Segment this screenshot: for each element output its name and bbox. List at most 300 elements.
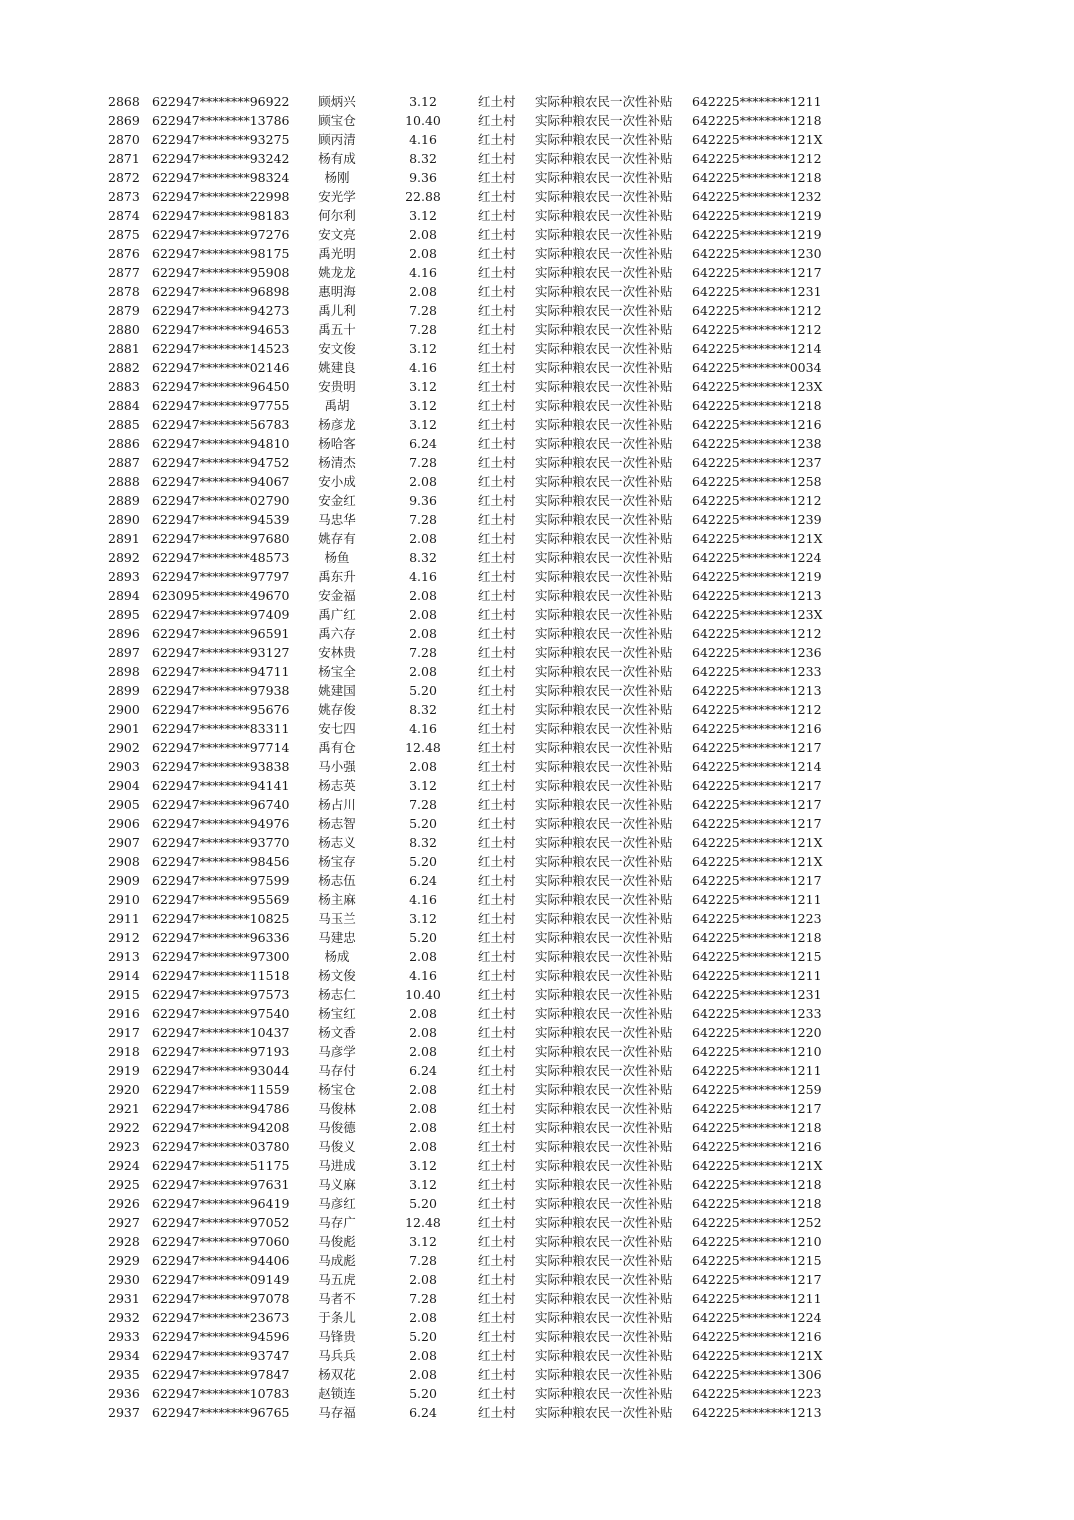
row-number: 2868 (108, 94, 140, 109)
row-number: 2880 (108, 322, 140, 337)
account-number: 622947********97680 (152, 531, 290, 546)
account-number: 622947********98175 (152, 246, 290, 261)
farmer-name: 安文亮 (318, 227, 356, 242)
account-number: 622947********94067 (152, 474, 290, 489)
village: 红土村 (478, 303, 516, 318)
village: 红土村 (478, 322, 516, 337)
village: 红土村 (478, 588, 516, 603)
account-number: 622947********56783 (152, 417, 290, 432)
id-number: 642225********1212 (692, 151, 822, 166)
table-row (0, 111, 1074, 130)
row-number: 2925 (108, 1177, 140, 1192)
subsidy-type: 实际种粮农民一次性补贴 (535, 854, 673, 869)
village: 红土村 (478, 1234, 516, 1249)
id-number: 642225********1218 (692, 398, 822, 413)
village: 红土村 (478, 1177, 516, 1192)
farmer-name: 杨刚 (324, 170, 350, 185)
subsidy-amount: 3.12 (409, 911, 437, 926)
row-number: 2930 (108, 1272, 140, 1287)
account-number: 622947********94786 (152, 1101, 290, 1116)
account-number: 622947********95908 (152, 265, 290, 280)
row-number: 2881 (108, 341, 140, 356)
row-number: 2937 (108, 1405, 140, 1420)
subsidy-type: 实际种粮农民一次性补贴 (535, 550, 673, 565)
account-number: 622947********94406 (152, 1253, 290, 1268)
subsidy-type: 实际种粮农民一次性补贴 (535, 664, 673, 679)
village: 红土村 (478, 778, 516, 793)
subsidy-type: 实际种粮农民一次性补贴 (535, 512, 673, 527)
row-number: 2920 (108, 1082, 140, 1097)
row-number: 2886 (108, 436, 140, 451)
row-number: 2931 (108, 1291, 140, 1306)
table-row (0, 92, 1074, 111)
farmer-name: 姚存有 (318, 531, 356, 546)
farmer-name: 马建忠 (318, 930, 356, 945)
subsidy-amount: 7.28 (409, 1291, 437, 1306)
row-number: 2874 (108, 208, 140, 223)
id-number: 642225********0034 (692, 360, 822, 375)
row-number: 2892 (108, 550, 140, 565)
account-number: 622947********96765 (152, 1405, 290, 1420)
village: 红土村 (478, 1272, 516, 1287)
account-number: 622947********97714 (152, 740, 290, 755)
row-number: 2888 (108, 474, 140, 489)
table-row (0, 605, 1074, 624)
id-number: 642225********1213 (692, 588, 822, 603)
farmer-name: 马成彪 (318, 1253, 356, 1268)
subsidy-type: 实际种粮农民一次性补贴 (535, 493, 673, 508)
farmer-name: 禹广红 (318, 607, 356, 622)
row-number: 2890 (108, 512, 140, 527)
id-number: 642225********1258 (692, 474, 822, 489)
subsidy-amount: 3.12 (409, 1158, 437, 1173)
account-number: 622947********10783 (152, 1386, 290, 1401)
subsidy-amount: 7.28 (409, 797, 437, 812)
table-row (0, 662, 1074, 681)
subsidy-type: 实际种粮农民一次性补贴 (535, 284, 673, 299)
subsidy-amount: 3.12 (409, 208, 437, 223)
id-number: 642225********1217 (692, 265, 822, 280)
table-row (0, 1004, 1074, 1023)
account-number: 622947********97193 (152, 1044, 290, 1059)
subsidy-amount: 6.24 (409, 1063, 437, 1078)
subsidy-type: 实际种粮农民一次性补贴 (535, 968, 673, 983)
farmer-name: 马俊德 (318, 1120, 356, 1135)
table-row (0, 909, 1074, 928)
village: 红土村 (478, 949, 516, 964)
subsidy-type: 实际种粮农民一次性补贴 (535, 683, 673, 698)
subsidy-amount: 4.16 (409, 360, 437, 375)
village: 红土村 (478, 569, 516, 584)
subsidy-amount: 2.08 (409, 1272, 437, 1287)
village: 红土村 (478, 284, 516, 299)
subsidy-amount: 7.28 (409, 322, 437, 337)
account-number: 622947********96336 (152, 930, 290, 945)
village: 红土村 (478, 379, 516, 394)
village: 红土村 (478, 645, 516, 660)
row-number: 2869 (108, 113, 140, 128)
row-number: 2884 (108, 398, 140, 413)
account-number: 622947********96740 (152, 797, 290, 812)
account-number: 622947********94752 (152, 455, 290, 470)
id-number: 642225********1213 (692, 1405, 822, 1420)
account-number: 622947********02146 (152, 360, 290, 375)
farmer-name: 杨双花 (318, 1367, 356, 1382)
subsidy-amount: 3.12 (409, 379, 437, 394)
village: 红土村 (478, 1196, 516, 1211)
id-number: 642225********1213 (692, 683, 822, 698)
subsidy-amount: 2.08 (409, 531, 437, 546)
table-row (0, 871, 1074, 890)
farmer-name: 安林贵 (318, 645, 356, 660)
village: 红土村 (478, 759, 516, 774)
id-number: 642225********1217 (692, 778, 822, 793)
account-number: 622947********02790 (152, 493, 290, 508)
table-row (0, 1137, 1074, 1156)
table-row (0, 1118, 1074, 1137)
account-number: 622947********94653 (152, 322, 290, 337)
row-number: 2911 (108, 911, 140, 926)
village: 红土村 (478, 208, 516, 223)
id-number: 642225********1233 (692, 664, 822, 679)
village: 红土村 (478, 246, 516, 261)
farmer-name: 姚建良 (318, 360, 356, 375)
farmer-name: 马俊彪 (318, 1234, 356, 1249)
account-number: 622947********97300 (152, 949, 290, 964)
farmer-name: 杨鱼 (324, 550, 350, 565)
id-number: 642225********1218 (692, 170, 822, 185)
table-row (0, 776, 1074, 795)
subsidy-amount: 2.08 (409, 1101, 437, 1116)
account-number: 622947********97540 (152, 1006, 290, 1021)
id-number: 642225********1218 (692, 1177, 822, 1192)
id-number: 642225********1224 (692, 1310, 822, 1325)
table-row (0, 453, 1074, 472)
farmer-name: 马者不 (318, 1291, 356, 1306)
subsidy-type: 实际种粮农民一次性补贴 (535, 873, 673, 888)
farmer-name: 禹六存 (318, 626, 356, 641)
subsidy-type: 实际种粮农民一次性补贴 (535, 322, 673, 337)
row-number: 2889 (108, 493, 140, 508)
id-number: 642225********1224 (692, 550, 822, 565)
id-number: 642225********1215 (692, 949, 822, 964)
subsidy-type: 实际种粮农民一次性补贴 (535, 151, 673, 166)
table-row (0, 814, 1074, 833)
village: 红土村 (478, 740, 516, 755)
id-number: 642225********1218 (692, 930, 822, 945)
account-number: 622947********95569 (152, 892, 290, 907)
subsidy-type: 实际种粮农民一次性补贴 (535, 1006, 673, 1021)
subsidy-amount: 5.20 (409, 816, 437, 831)
subsidy-type: 实际种粮农民一次性补贴 (535, 1291, 673, 1306)
account-number: 622947********97631 (152, 1177, 290, 1192)
subsidy-amount: 8.32 (409, 151, 437, 166)
id-number: 642225********1217 (692, 1272, 822, 1287)
subsidy-amount: 2.08 (409, 588, 437, 603)
account-number: 623095********49670 (152, 588, 290, 603)
table-row (0, 833, 1074, 852)
village: 红土村 (478, 436, 516, 451)
table-row (0, 472, 1074, 491)
village: 红土村 (478, 493, 516, 508)
farmer-name: 赵锁连 (318, 1386, 356, 1401)
village: 红土村 (478, 1006, 516, 1021)
subsidy-amount: 10.40 (405, 113, 441, 128)
village: 红土村 (478, 987, 516, 1002)
account-number: 622947********93275 (152, 132, 290, 147)
farmer-name: 马忠华 (318, 512, 356, 527)
village: 红土村 (478, 1082, 516, 1097)
farmer-name: 禹光明 (318, 246, 356, 261)
subsidy-type: 实际种粮农民一次性补贴 (535, 1044, 673, 1059)
farmer-name: 杨有成 (318, 151, 356, 166)
row-number: 2914 (108, 968, 140, 983)
farmer-name: 马锋贵 (318, 1329, 356, 1344)
account-number: 622947********97276 (152, 227, 290, 242)
row-number: 2906 (108, 816, 140, 831)
farmer-name: 杨清杰 (318, 455, 356, 470)
account-number: 622947********97599 (152, 873, 290, 888)
account-number: 622947********94208 (152, 1120, 290, 1135)
subsidy-amount: 4.16 (409, 892, 437, 907)
table-row (0, 1042, 1074, 1061)
id-number: 642225********1211 (692, 1063, 822, 1078)
subsidy-amount: 3.12 (409, 94, 437, 109)
farmer-name: 何尔利 (318, 208, 356, 223)
id-number: 642225********123X (692, 379, 823, 394)
table-row (0, 681, 1074, 700)
subsidy-type: 实际种粮农民一次性补贴 (535, 1272, 673, 1287)
table-row (0, 1232, 1074, 1251)
account-number: 622947********97938 (152, 683, 290, 698)
village: 红土村 (478, 1386, 516, 1401)
subsidy-amount: 2.08 (409, 284, 437, 299)
account-number: 622947********93770 (152, 835, 290, 850)
table-row (0, 719, 1074, 738)
farmer-name: 安金福 (318, 588, 356, 603)
subsidy-type: 实际种粮农民一次性补贴 (535, 1386, 673, 1401)
account-number: 622947********96591 (152, 626, 290, 641)
village: 红土村 (478, 721, 516, 736)
id-number: 642225********1223 (692, 1386, 822, 1401)
village: 红土村 (478, 1405, 516, 1420)
row-number: 2903 (108, 759, 140, 774)
table-row (0, 928, 1074, 947)
id-number: 642225********1306 (692, 1367, 822, 1382)
row-number: 2900 (108, 702, 140, 717)
subsidy-type: 实际种粮农民一次性补贴 (535, 474, 673, 489)
subsidy-amount: 7.28 (409, 303, 437, 318)
village: 红土村 (478, 835, 516, 850)
table-row (0, 1403, 1074, 1422)
row-number: 2933 (108, 1329, 140, 1344)
subsidy-amount: 2.08 (409, 1044, 437, 1059)
subsidy-type: 实际种粮农民一次性补贴 (535, 208, 673, 223)
table-row (0, 377, 1074, 396)
farmer-name: 马俊林 (318, 1101, 356, 1116)
table-row (0, 282, 1074, 301)
row-number: 2924 (108, 1158, 140, 1173)
subsidy-type: 实际种粮农民一次性补贴 (535, 246, 673, 261)
id-number: 642225********1220 (692, 1025, 822, 1040)
village: 红土村 (478, 474, 516, 489)
village: 红土村 (478, 1101, 516, 1116)
row-number: 2872 (108, 170, 140, 185)
subsidy-type: 实际种粮农民一次性补贴 (535, 797, 673, 812)
id-number: 642225********1215 (692, 1253, 822, 1268)
row-number: 2907 (108, 835, 140, 850)
farmer-name: 杨志伍 (318, 873, 356, 888)
account-number: 622947********03780 (152, 1139, 290, 1154)
row-number: 2873 (108, 189, 140, 204)
table-row (0, 1289, 1074, 1308)
account-number: 622947********94141 (152, 778, 290, 793)
account-number: 622947********94596 (152, 1329, 290, 1344)
table-row (0, 434, 1074, 453)
row-number: 2894 (108, 588, 140, 603)
id-number: 642225********1212 (692, 702, 822, 717)
subsidy-amount: 2.08 (409, 1082, 437, 1097)
farmer-name: 禹东升 (318, 569, 356, 584)
village: 红土村 (478, 94, 516, 109)
farmer-name: 马进成 (318, 1158, 356, 1173)
farmer-name: 姚存俊 (318, 702, 356, 717)
account-number: 622947********96419 (152, 1196, 290, 1211)
village: 红土村 (478, 341, 516, 356)
id-number: 642225********1219 (692, 227, 822, 242)
subsidy-type: 实际种粮农民一次性补贴 (535, 341, 673, 356)
subsidy-type: 实际种粮农民一次性补贴 (535, 1177, 673, 1192)
subsidy-type: 实际种粮农民一次性补贴 (535, 170, 673, 185)
row-number: 2910 (108, 892, 140, 907)
account-number: 622947********97847 (152, 1367, 290, 1382)
farmer-name: 杨志仁 (318, 987, 356, 1002)
id-number: 642225********1212 (692, 626, 822, 641)
account-number: 622947********97755 (152, 398, 290, 413)
subsidy-amount: 4.16 (409, 968, 437, 983)
subsidy-type: 实际种粮农民一次性补贴 (535, 379, 673, 394)
id-number: 642225********121X (692, 132, 823, 147)
table-row (0, 1327, 1074, 1346)
village: 红土村 (478, 265, 516, 280)
account-number: 622947********98324 (152, 170, 290, 185)
account-number: 622947********98456 (152, 854, 290, 869)
village: 红土村 (478, 151, 516, 166)
row-number: 2887 (108, 455, 140, 470)
account-number: 622947********93747 (152, 1348, 290, 1363)
subsidy-amount: 9.36 (409, 493, 437, 508)
subsidy-amount: 4.16 (409, 721, 437, 736)
subsidy-amount: 6.24 (409, 873, 437, 888)
account-number: 622947********10437 (152, 1025, 290, 1040)
subsidy-type: 实际种粮农民一次性补贴 (535, 1082, 673, 1097)
account-number: 622947********97573 (152, 987, 290, 1002)
farmer-name: 安光学 (318, 189, 356, 204)
row-number: 2917 (108, 1025, 140, 1040)
account-number: 622947********09149 (152, 1272, 290, 1287)
account-number: 622947********93127 (152, 645, 290, 660)
subsidy-amount: 2.08 (409, 1139, 437, 1154)
account-number: 622947********22998 (152, 189, 290, 204)
account-number: 622947********10825 (152, 911, 290, 926)
id-number: 642225********1211 (692, 968, 822, 983)
account-number: 622947********94810 (152, 436, 290, 451)
village: 红土村 (478, 550, 516, 565)
farmer-name: 姚龙龙 (318, 265, 356, 280)
subsidy-amount: 2.08 (409, 474, 437, 489)
row-number: 2927 (108, 1215, 140, 1230)
farmer-name: 安贵明 (318, 379, 356, 394)
row-number: 2918 (108, 1044, 140, 1059)
village: 红土村 (478, 531, 516, 546)
farmer-name: 杨主麻 (318, 892, 356, 907)
subsidy-amount: 3.12 (409, 1177, 437, 1192)
row-number: 2897 (108, 645, 140, 660)
farmer-name: 禹胡 (324, 398, 350, 413)
farmer-name: 顾宝仓 (318, 113, 356, 128)
subsidy-type: 实际种粮农民一次性补贴 (535, 911, 673, 926)
table-row (0, 396, 1074, 415)
table-row (0, 1099, 1074, 1118)
table-row (0, 339, 1074, 358)
village: 红土村 (478, 417, 516, 432)
farmer-name: 顾丙清 (318, 132, 356, 147)
row-number: 2909 (108, 873, 140, 888)
subsidy-amount: 22.88 (405, 189, 441, 204)
id-number: 642225********121X (692, 854, 823, 869)
id-number: 642225********1212 (692, 322, 822, 337)
farmer-name: 杨宝存 (318, 854, 356, 869)
id-number: 642225********1237 (692, 455, 822, 470)
farmer-name: 安金红 (318, 493, 356, 508)
row-number: 2926 (108, 1196, 140, 1211)
village: 红土村 (478, 1310, 516, 1325)
subsidy-amount: 5.20 (409, 683, 437, 698)
table-row (0, 1365, 1074, 1384)
account-number: 622947********97060 (152, 1234, 290, 1249)
village: 红土村 (478, 873, 516, 888)
subsidy-type: 实际种粮农民一次性补贴 (535, 265, 673, 280)
account-number: 622947********96450 (152, 379, 290, 394)
row-number: 2882 (108, 360, 140, 375)
subsidy-type: 实际种粮农民一次性补贴 (535, 1329, 673, 1344)
subsidy-type: 实际种粮农民一次性补贴 (535, 778, 673, 793)
subsidy-amount: 5.20 (409, 930, 437, 945)
table-row (0, 757, 1074, 776)
village: 红土村 (478, 189, 516, 204)
account-number: 622947********97052 (152, 1215, 290, 1230)
id-number: 642225********1217 (692, 1101, 822, 1116)
table-row (0, 548, 1074, 567)
row-number: 2895 (108, 607, 140, 622)
row-number: 2936 (108, 1386, 140, 1401)
village: 红土村 (478, 170, 516, 185)
village: 红土村 (478, 1120, 516, 1135)
id-number: 642225********1214 (692, 759, 822, 774)
subsidy-amount: 5.20 (409, 1196, 437, 1211)
id-number: 642225********1217 (692, 797, 822, 812)
id-number: 642225********1219 (692, 569, 822, 584)
row-number: 2883 (108, 379, 140, 394)
subsidy-amount: 4.16 (409, 132, 437, 147)
table-row (0, 1061, 1074, 1080)
subsidy-type: 实际种粮农民一次性补贴 (535, 1158, 673, 1173)
id-number: 642225********1230 (692, 246, 822, 261)
subsidy-type: 实际种粮农民一次性补贴 (535, 132, 673, 147)
subsidy-amount: 2.08 (409, 1120, 437, 1135)
account-number: 622947********11518 (152, 968, 290, 983)
village: 红土村 (478, 607, 516, 622)
